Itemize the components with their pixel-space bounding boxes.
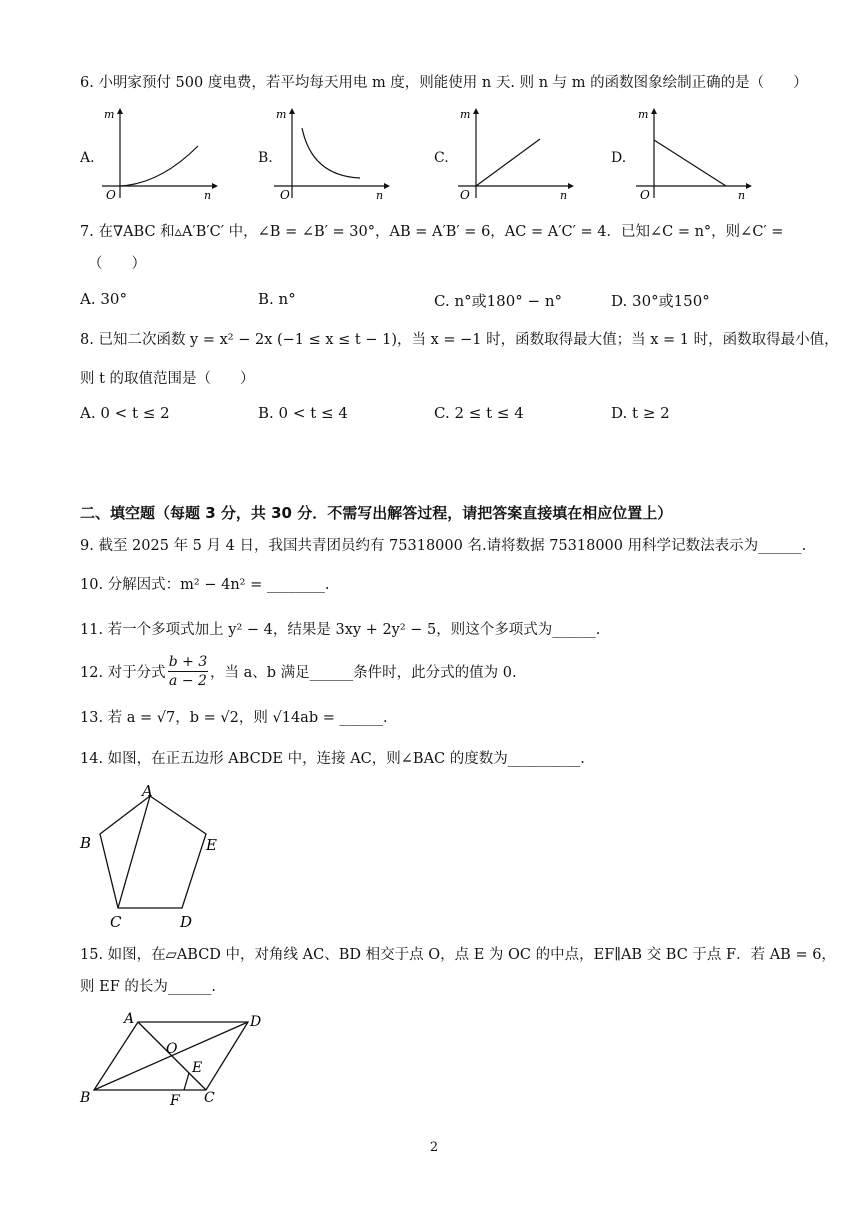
q6a-x-label: n [204,189,212,202]
q6c-y-label: m [460,108,471,121]
q14-label-d: D [180,913,193,931]
q8-stem: 8. 已知二次函数 y = x² − 2x (−1 ≤ x ≤ t − 1)，当 x = −1 时，函数取得最大值；当 x = 1 时，函数取得最小值， [80,332,839,348]
q14-label-b: B [80,834,92,852]
q15-label-c: C [204,1090,215,1106]
q6b-origin: O [280,188,290,202]
q6-graph-b [272,106,392,201]
q15-text-2: 则 EF 的长为______. [80,979,216,995]
q15-label-a: A [124,1011,135,1027]
q15-label-f: F [170,1093,180,1109]
q9-text: 9. 截至 2025 年 5 月 4 日，我国共青团员约有 75318000 名.请将数据 75318000 用科学记数法表示为______. [80,538,807,554]
q6-stem: 6. 小明家预付 500 度电费，若平均每天用电 m 度，则能使用 n 天. 则 n 与 m 的函数图象绘制正确的是（ ） [80,75,808,91]
q12-numerator: b + 3 [168,654,208,670]
q15-text: 15. 如图，在▱ABCD 中，对角线 AC、BD 相交于点 O，点 E 为 OC 的中点，EF∥AB 交 BC 于点 F．若 AB = 6， [80,947,836,963]
q6d-x-label: n [738,189,746,202]
q14-label-e: E [206,836,217,854]
q6a-y-label: m [104,108,115,121]
q7-option-c: C. n°或180° − n° [434,292,563,310]
q8-stem-2: 则 t 的取值范围是（ ） [80,371,255,387]
q6-option-b-label: B. [258,150,273,166]
q6d-y-label: m [638,108,649,121]
q8-option-d: D. t ≥ 2 [611,404,670,422]
q15-label-d: D [250,1014,262,1030]
q8-option-a: A. 0 < t ≤ 2 [80,404,170,422]
q6-graph-c [456,106,576,201]
q6-option-a-label: A. [80,150,95,166]
q6d-origin: O [640,188,650,202]
q6-graph-a [100,106,220,201]
q6b-x-label: n [376,189,384,202]
q6a-origin: O [106,188,116,202]
q7-option-a: A. 30° [80,290,127,308]
page-number: 2 [429,1140,439,1155]
q12-denominator: a − 2 [169,673,207,689]
q15-label-o: O [166,1041,178,1057]
q7-option-b: B. n° [258,290,296,308]
q12-prefix: 12. 对于分式 [80,665,166,681]
section-2-heading: 二、填空题（每题 3 分，共 30 分．不需写出解答过程，请把答案直接填在相应位置上） [80,504,673,522]
q7-blank: （ ） [88,256,146,272]
q8-option-b: B. 0 < t ≤ 4 [258,404,348,422]
q8-option-c: C. 2 ≤ t ≤ 4 [434,404,524,422]
q6c-origin: O [460,188,470,202]
q13-text: 13. 若 a = √7，b = √2，则 √14ab = ______. [80,710,388,726]
q6-option-c-label: C. [434,150,449,166]
q6-graph-d [634,106,754,201]
q7-option-d: D. 30°或150° [611,292,710,310]
q12-fraction [168,653,208,690]
q14-label-c: C [110,913,122,931]
q15-label-e: E [192,1060,203,1076]
q15-label-b: B [80,1090,91,1106]
q12-suffix: ，当 a、b 满足______条件时，此分式的值为 0. [210,665,517,681]
q7-stem: 7. 在∇ABC 和▵A′B′C′ 中，∠B = ∠B′ = 30°，AB = A′B′ = 6，AC = A′C′ = 4．已知∠C = n°，则∠C′ = [80,224,784,240]
q14-text: 14. 如图，在正五边形 ABCDE 中，连接 AC，则∠BAC 的度数为__________. [80,751,585,767]
q14-pentagon-figure [78,782,228,930]
q6-option-d-label: D. [611,150,627,166]
q10-text: 10. 分解因式：m² − 4n² = ________. [80,577,330,593]
q15-parallelogram-figure [76,1006,276,1110]
q6b-y-label: m [276,108,287,121]
q6c-x-label: n [560,189,568,202]
q14-label-a: A [142,782,153,800]
q11-text: 11. 若一个多项式加上 y² − 4，结果是 3xy + 2y² − 5，则这个多项式为______. [80,622,601,638]
